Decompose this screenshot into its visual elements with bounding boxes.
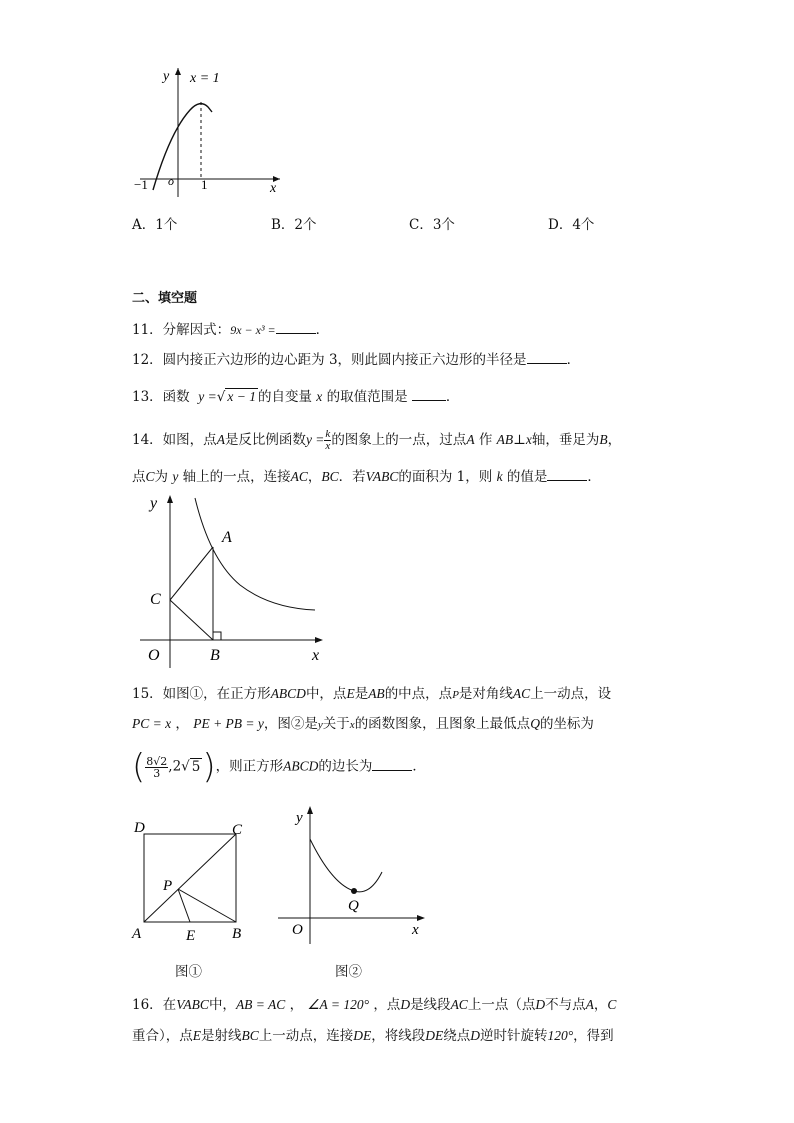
square-point-c: C <box>232 822 243 838</box>
question-15-line1: 15．如图①，在正方形ABCD中，点E是AB的中点，点P是对角线AC上一动点，设 <box>132 686 612 702</box>
hyperbola-point-b: B <box>210 647 220 664</box>
curve-origin: O <box>292 922 303 938</box>
hyperbola-figure <box>140 490 340 670</box>
square-point-p: P <box>163 878 173 894</box>
figure-1-caption: 图① <box>175 964 202 980</box>
q15-coord-fraction: $\frac{8√2}{3}$ <box>146 754 168 780</box>
square-point-e: E <box>186 928 196 944</box>
option-a[interactable]: A．1个 <box>132 217 178 233</box>
figure-2-caption: 图② <box>335 964 362 980</box>
question-16-line2: 重合），点E是射线BC上一动点，连接DE，将线段DE绕点D逆时针旋转120°，得到 <box>132 1028 614 1044</box>
q11-expr: 9x − x³ = <box>230 323 276 337</box>
question-14-line2: 点C为 y 轴上的一点，连接AC，BC．若VABC的面积为 1，则 k 的值是 ． <box>132 469 601 485</box>
hyperbola-point-a: A <box>222 529 232 546</box>
question-16-line1: 16．在VABC中，AB = AC ， ∠A = 120° ，点D是线段AC上一点（点D不与点A，C <box>132 997 617 1013</box>
curve-point-q: Q <box>348 898 359 914</box>
question-14-line1: 14．如图，点A是反比例函数y = $\frac{k}{x}$ 的图象上的一点，过点A 作 AB⊥x轴，垂足为B， <box>132 428 622 452</box>
question-15-line3: ( $\frac{8√2}{3}$ ,2√ 5)，则正方形ABCD的边长为 ． <box>132 747 426 787</box>
hyperbola-y-label: y <box>150 495 158 512</box>
option-d[interactable]: D．4个 <box>548 217 595 233</box>
q11-answer-blank[interactable] <box>276 321 316 334</box>
q14-fraction: $\frac{k}{x}$ <box>325 428 331 452</box>
q13-answer-blank[interactable] <box>412 388 446 401</box>
parabola-y-label: y <box>163 69 170 84</box>
curve-x-label: x <box>412 922 419 938</box>
parabola-axis-label: x = 1 <box>190 71 220 86</box>
parabola-x-label: x <box>270 181 277 196</box>
question-15-line2: PC = x ， PE + PB = y，图②是y关于x的函数图象，且图象上最低点Q的坐标为 <box>132 716 594 732</box>
parabola-figure <box>130 62 290 202</box>
parabola-origin: o <box>168 174 174 188</box>
q14-answer-blank[interactable] <box>547 468 587 481</box>
parabola-tick-neg: −1 <box>134 177 148 192</box>
question-13: 13．函数 y =√ x − 1 的自变量 x 的取值范围是 ． <box>132 389 460 405</box>
q12-answer-blank[interactable] <box>527 351 567 364</box>
hyperbola-x-label: x <box>312 647 320 664</box>
square-point-d: D <box>134 820 145 836</box>
parabola-tick-pos: 1 <box>201 177 208 192</box>
option-b[interactable]: B．2个 <box>271 217 317 233</box>
square-figure <box>128 814 253 944</box>
question-11: 11．分解因式：9x − x³ = ． <box>132 322 330 338</box>
curve-figure <box>272 804 432 949</box>
curve-y-label: y <box>296 810 303 826</box>
q15-answer-blank[interactable] <box>372 758 412 771</box>
hyperbola-point-c: C <box>150 591 161 608</box>
question-12: 12．圆内接正六边形的边心距为 3，则此圆内接正六边形的半径是 ． <box>132 352 581 368</box>
option-c[interactable]: C．3个 <box>409 217 455 233</box>
square-point-b: B <box>232 926 242 942</box>
hyperbola-origin: O <box>148 647 160 664</box>
section-title: 二、填空题 <box>132 291 198 306</box>
square-point-a: A <box>132 926 142 942</box>
